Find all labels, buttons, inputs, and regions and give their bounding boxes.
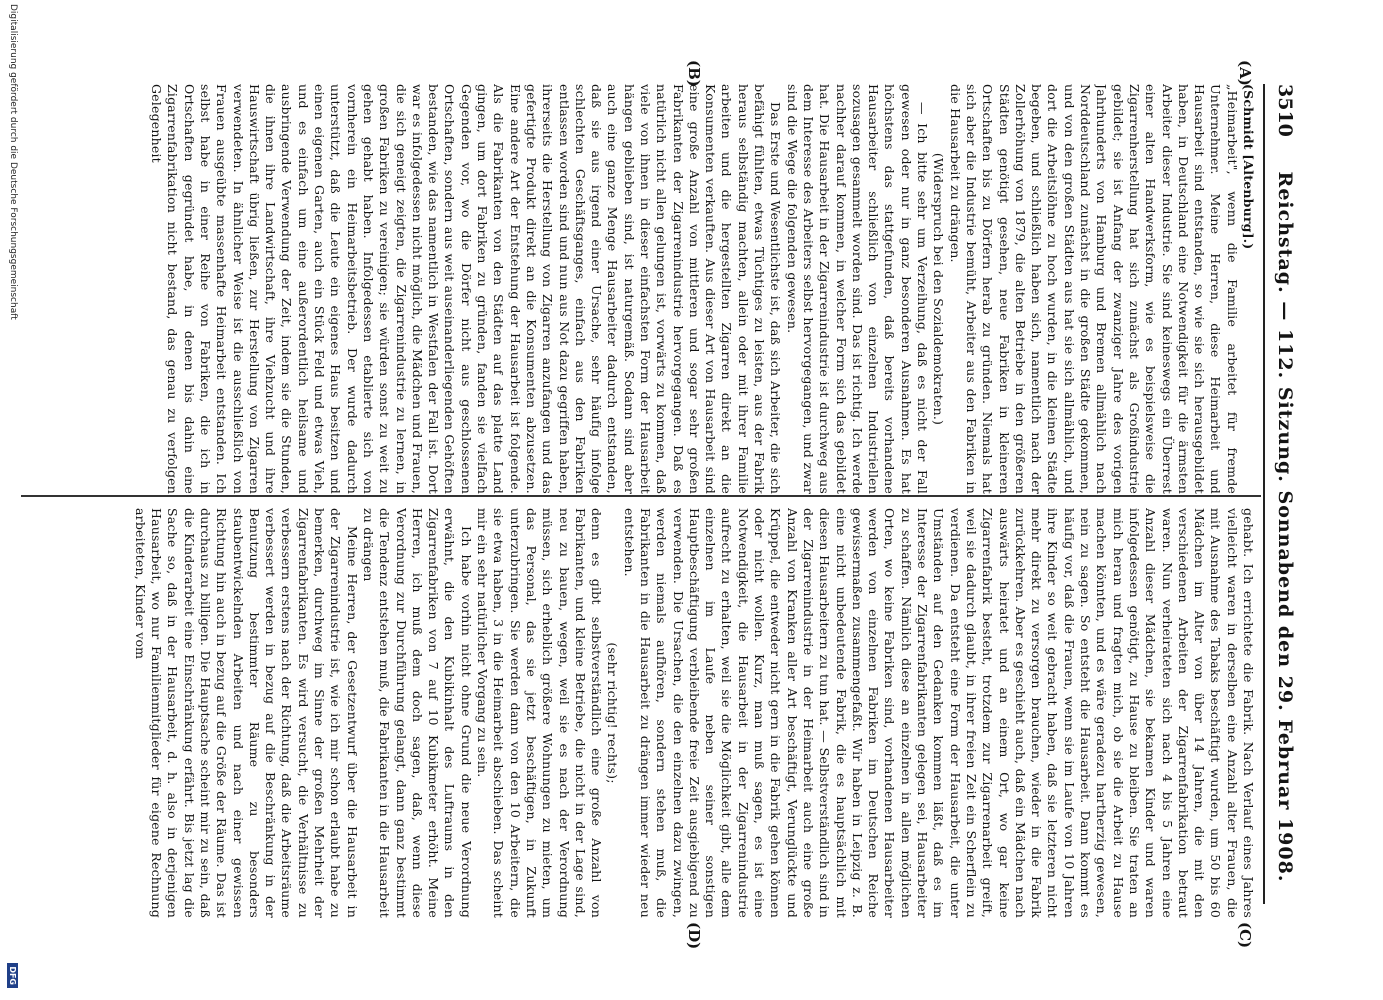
interjection: (Widerspruch bei den Sozialdemokraten.) bbox=[931, 152, 947, 426]
paragraph: denn es gibt selbstverständlich eine große Anzahl von Fabrikanten, und kleine Betriebe, die nicht in der Lage sind, neu zu bauen, wegen, weil sie es nach der Verordnung müssen, sich erheblich größere Wohnungen zu mieten, um das Personal, das sie jetzt beschäftigen, in Zukunft unterzubringen. Sie werden dann von den 10 Arbeitern, die sie etwa haben, 3 in die Heimarbeit abschieben. Das scheint mir ein sehr natürlicher Vorgang zu sein. bbox=[475, 508, 605, 918]
page-header bbox=[1265, 84, 1305, 884]
left-column bbox=[21, 84, 1256, 494]
paragraph: Ich habe vorhin nicht ohne Grund die neue Verordnung erwähnt, die den Kubikinhalt des Luftraums in den Zigarrenfabriken von 7 auf 10 Kubikmeter erhöht. Meine Herren, ich muß dem doch sagen, daß, wenn diese Verordnung zur Durchführung gelangt, dann ganz bestimmt die Tendenz entstehen muß, die Fabrikanten in die Hausarbeit zu drängen bbox=[360, 508, 474, 918]
interjection: (sehr richtig! rechts); bbox=[605, 642, 621, 784]
page-number: 3510 bbox=[1274, 84, 1296, 137]
paragraph: — Ich bitte sehr um Verzeihung, daß es nicht der Fall gewesen oder nur in ganz besonderen Ausnahmen. Es hat höchstens das stattgefunden, daß bereits vorhandene Hausarbeiter schließlich von einzelnen Industriellen sozusagen gesammelt worden sind. Das ist richtig. Ich werde nachher darauf kommen, in welcher Form sich das gebildet hat. Die Hausarbeit in der Zigarrenindustrie ist durchweg aus dem Interesse des Arbeiters selbst hervorgegangen, und zwar sind die Wege die folgenden gewesen. bbox=[784, 84, 931, 494]
header-rule bbox=[1263, 84, 1265, 904]
speaker-name: (Schmidt [Altenburg].) bbox=[1241, 84, 1256, 250]
digitization-footer bbox=[3, 0, 23, 1000]
paragraph: gehabt. Ich errichtete die Fabrik. Nach Verlauf eines Jahres vielleicht waren in derselben eine Anzahl alter Frauen, die mit Ausnahme des Tabaks beschäftigt wurden, um 50 bis 60 Mädchen im Alter von über 14 Jahren, die mit den verschiedenen Arbeiten der Zigarrenfabrikation betraut waren. Nun verheirateten sich nach 4 bis 5 Jahren eine Anzahl dieser Mädchen, sie bekamen Kinder und waren infolgedessen genötigt, zu Hause zu bleiben. Sie traten an mich heran und fragten mich, ob sie die Arbeit zu Hause machen könnten, und es wäre geradezu hartherzig gewesen, nein zu sagen. So entsteht die Hausarbeit. Dann kommt es häufig vor, daß die Frauen, wenn sie im Laufe von 10 Jahren ihre Kinder so weit gebracht haben, daß sie letzteren nicht mehr direkt zu versorgen brauchen, wieder in die Fabrik zurückkehren. Aber es geschieht auch, daß ein Mädchen nach auswärts heiratet und an einem Ort, wo gar keine Zigarrenfabrik besteht, trotzdem zur Zigarrenarbeit greift, weil sie dadurch glaubt, in ihrer freien Zeit ein Scherflein zu verdienen. Da entsteht eine Form der Hausarbeit, die unter Umständen auf den Gedanken kommen läßt, daß es im Interesse der Zigarrenfabrikanten gelegen sei, Hausarbeiter zu schaffen. Nämlich diese an einzelnen in allen möglichen Orten, wo keine Fabriken sind, vorhandenen Hausarbeiter werden von einzelnen Fabriken im Deutschen Reiche gewissermaßen zusammengefaßt. Wir haben in Leipzig z. B. eine nicht unbedeutende Fabrik, die es hauptsächlich mit diesen Hausarbeitern zu tun hat. — Selbstverständlich sind in der Zigarrenindustrie in der Heimarbeit auch eine große Anzahl von Kranken aller Art beschäftigt, Verunglückte und Krüppel, die entweder nicht gern in die Fabrik gehen können oder nicht wollen. Kurz, man muß sagen, es ist eine Notwendigkeit, die Hausarbeit in der Zigarrenindustrie aufrecht zu erhalten, weil sie die Möglichkeit gibt, alle dem einzelnen im Laufe neben seiner sonstigen Hauptbeschäftigung verbleibende freie Zeit ausgiebigend zu verwenden. Die Ursachen, die den einzelnen dazu zwingen, werden niemals aufhören, sondern stehen muß, die Fabrikanten in die Hausarbeit zu drängen immer wieder neu entstehen. bbox=[621, 508, 1256, 918]
paragraph: „Heimarbeit", wenn die Familie arbeitet für fremde Unternehmer. Meine Herren, diese Heimarbeit und Hausarbeit sind entstanden, so wie sie sich herausgebildet haben, in Deutschland eine Notwendigkeit für die ärmsten Arbeiter dieser Industrie. Sie sind keineswegs ein Überrest einer alten Handwerksform, wie es beispielsweise die Zigarrenherstellung hat sich zunächst als Großindustrie gebildet; sie ist Anfang der zwanziger Jahre des vorigen Jahrhunderts von Hamburg und Bremen allmählich nach Norddeutschland zunächst in die großen Städte gekommen, und von den großen Städten aus hat sie sich allmählich, und dort die Arbeitslöhne zu hoch wurden, in die kleinen Städte begeben, und schließlich haben sich, namentlich nach der Zollerhöhung von 1879, die alten Betriebe in den größeren Städten genötigt gesehen, neue Fabriken in kleineren Ortschaften bis zu Dörfern herab zu gründen. Niemals hat sich aber die Industrie bemüht, Arbeiter aus den Fabriken in die Hausarbeit zu drängen. bbox=[947, 84, 1240, 494]
dfg-logo: DFG bbox=[8, 963, 19, 988]
column-divider bbox=[21, 495, 1261, 497]
footer-credit: Digitalisierung gefördert durch die Deutsche Forschungsgemeinschaft bbox=[8, 4, 18, 320]
paragraph: Meine Herren, der Gesetzentwurf über die Hausarbeit in der Zigarrenindustrie ist, wie ich mir schon erlaubt habe zu bemerken, durchweg im Sinne der großen Mehrheit der Zigarrenfabrikanten. Es wird versucht, die Verhältnisse zu verbessern erstens nach der Richtung, daß die Arbeitsräume verbessert werden in bezug auf die Beschränkung in der Benutzung bestimmter Räume zu besonders staubentwickelnden Arbeiten und nach einer gewissen Richtung hin auch in bezug auf die Größe der Räume. Das ist durchaus zu billigen. Die Hauptsache scheint mir zu sein, daß die Kinderarbeit eine Einschränkung erfährt. Bis jetzt lag die Sache so, daß in der Hausarbeit, d. h. also in derjenigen Hausarbeit, wo nur Familienmitglieder für eigene Rechnung arbeiteten, Kinder vom bbox=[132, 508, 360, 918]
right-column bbox=[21, 508, 1256, 918]
margin-marker-a: (A) bbox=[1236, 60, 1254, 86]
paragraph: Das Erste und Wesentlichste ist, daß sich Arbeiter, die sich befähigt fühlten, etwas Tüchtiges zu leisten, aus der Fabrik heraus selbständig machten, allein oder mit ihrer Familie arbeiten und die hergestellten Zigarren direkt an die Konsumenten verkauften. Aus dieser Art von Hausarbeit sind eine große Anzahl von mittleren und sogar sehr großen Fabrikanten der Zigarrenindustrie hervorgegangen. Daß es natürlich nicht allen gelungen ist, vorwärts zu kommen, daß viele von ihnen in dieser einfachsten Form der Hausarbeit hängen geblieben sind, ist naturgemäß. Sodann sind aber auch eine ganze Menge Hausarbeiter dadurch entstanden, daß sie aus irgend einer Ursache, sehr häufig infolge schlechten Geschäftsganges, einfach aus den Fabriken entlassen worden sind und nun aus Not dazu gegriffen haben, ihrerseits die Herstellung von Zigarren anzufangen und das gefertigte Produkt direkt an die Konsumenten abzusetzen. Eine andere Art der Entstehung der Hausarbeit ist folgende. Als die Fabrikanten von den Städten auf das platte Land gingen, um dort Fabriken zu gründen, fanden sie vielfach Gegenden vor, wo die Dörfer nicht aus geschlossenen Ortschaften, sondern aus weit auseinanderliegenden Gehöften bestanden, wie das namentlich in Westfalen der Fall ist. Dort war es infolgedessen nicht möglich, die Mädchen und Frauen, die sich geneigt zeigten, die Zigarrenindustrie zu lernen, in großen Fabriken zu vereinigen; sie würden sonst zu weit zu gehen gehabt haben. Infolgedessen etablierte sich von vornherein ein Heimarbeitsbetrieb. Der wurde dadurch unterstützt, daß die Leute ein eigenes Haus besitzen und einen eigenen Garten, auch ein Stück Feld und etwas Vieh, und es einfach um eine außerordentlich heilsame und ausbringende Verwendung der Zeit, indem sie die Stunden, die ihnen ihre Landwirtschaft, ihre Viehzucht und ihre Hauswirtschaft übrig ließen, zur Herstellung von Zigarren verwendeten. In ähnlicher Weise ist die ausschließlich von Frauen ausgeübte massenhafte Heimarbeit entstanden. Ich selbst habe in einer Reihe von Fabriken, die ich in Ortschaften gegründet habe, in denen bis dahin eine Zigarrenfabrikation nicht bestand, das genau zu verfolgen Gelegenheit bbox=[149, 84, 784, 494]
margin-marker-b: (B) bbox=[685, 60, 703, 87]
page-title: Reichstag. — 112. Sitzung. Sonnabend den 29. Februar 1908. bbox=[1274, 171, 1296, 883]
margin-marker-c: (C) bbox=[1236, 922, 1254, 949]
margin-marker-d: (D) bbox=[685, 922, 703, 950]
